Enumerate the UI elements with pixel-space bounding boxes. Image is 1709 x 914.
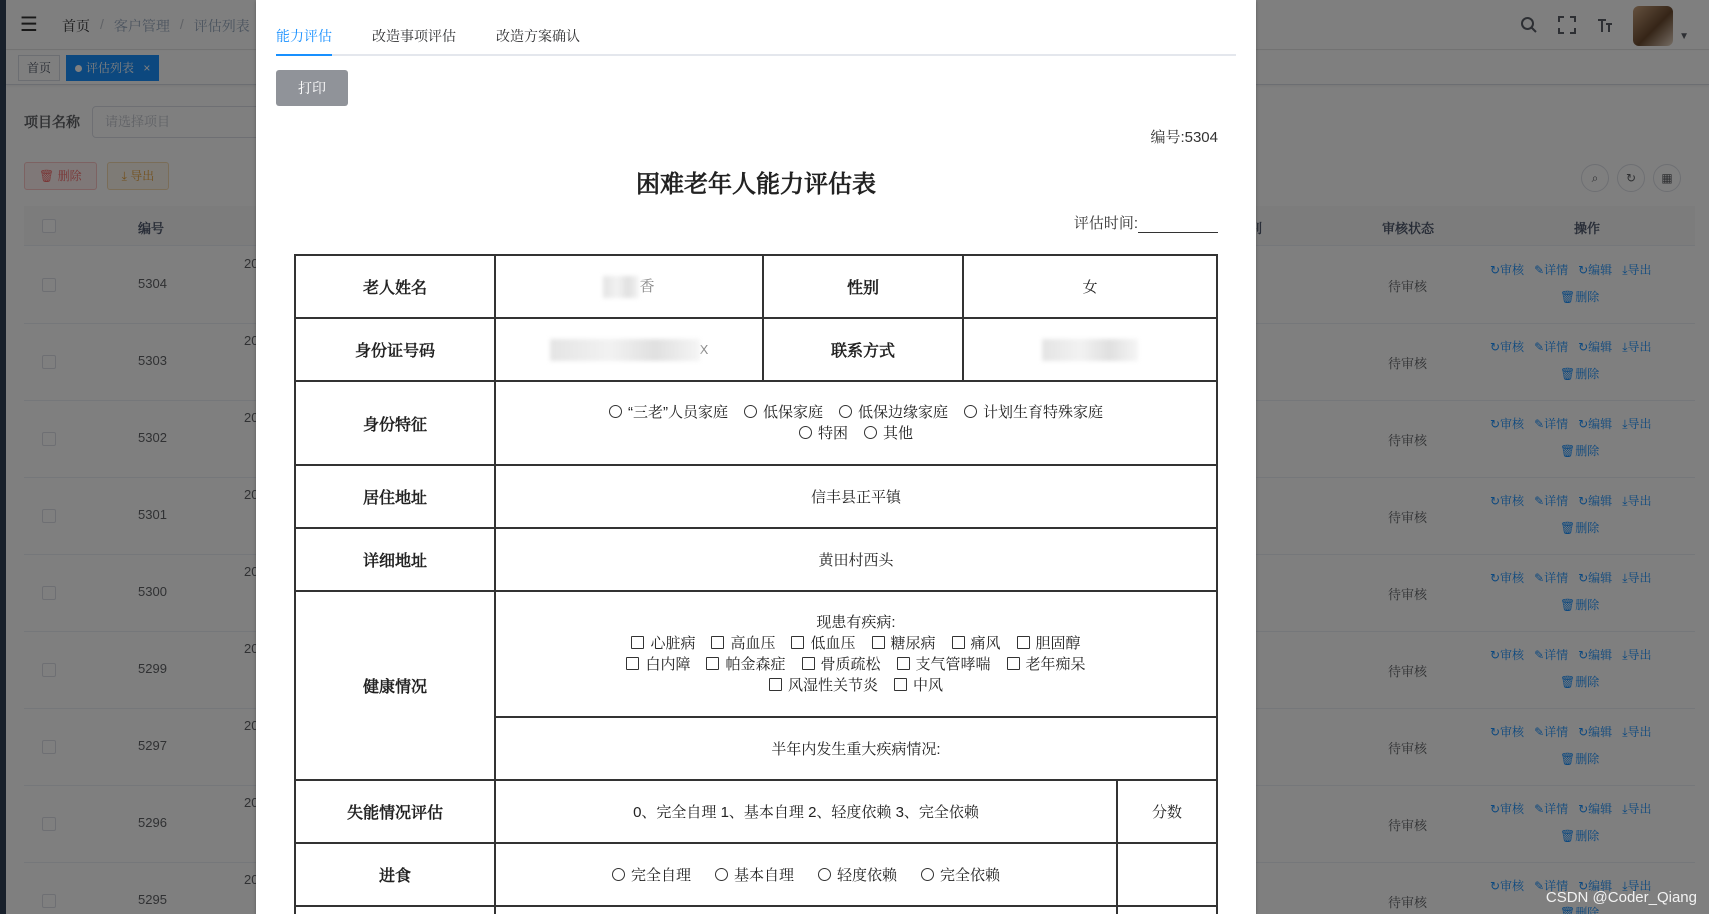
disability-label: 失能情况评估: [295, 780, 495, 843]
residence-label: 居住地址: [295, 465, 495, 528]
next-row-score: [1117, 906, 1217, 914]
eating-score[interactable]: [1117, 843, 1217, 906]
checkbox-icon[interactable]: [626, 657, 639, 670]
disease-option[interactable]: [894, 675, 943, 696]
eating-option-label: 完全依赖: [940, 867, 1001, 884]
identity-options: [495, 381, 1217, 465]
disability-scale: 0、完全自理 1、基本自理 2、轻度依赖 3、完全依赖: [495, 780, 1117, 843]
disease-option[interactable]: [631, 633, 695, 654]
radio-icon[interactable]: [744, 405, 757, 418]
disease-option[interactable]: [802, 654, 881, 675]
eating-option-label: 轻度依赖: [837, 867, 898, 884]
health-label: 健康情况: [295, 591, 495, 780]
radio-icon[interactable]: [964, 405, 977, 418]
form-number: 编号:5304: [1150, 129, 1218, 146]
disease-option[interactable]: [626, 654, 690, 675]
redacted-id: [550, 339, 700, 361]
checkbox-icon[interactable]: [1017, 636, 1030, 649]
disease-option-label: 痛风: [970, 635, 1001, 652]
identity-option-label: 低保家庭: [762, 404, 823, 421]
disease-option[interactable]: [711, 633, 775, 654]
form-title: 困难老年人能力评估表: [636, 171, 876, 198]
disease-option[interactable]: [791, 633, 855, 654]
disease-option-label: 帕金森症: [725, 656, 786, 673]
checkbox-icon[interactable]: [802, 657, 815, 670]
id-number-value: [495, 318, 763, 381]
residence-value: 信丰县正平镇: [495, 465, 1217, 528]
checkbox-icon[interactable]: [791, 636, 804, 649]
dialog-tabs: [276, 22, 1236, 56]
identity-option-label: 其他: [883, 425, 914, 442]
redacted-phone: [1042, 339, 1138, 361]
eating-option[interactable]: [612, 864, 691, 885]
disease-options-row: [496, 675, 1216, 696]
disease-option[interactable]: [1017, 633, 1081, 654]
identity-option-label: “三老”人员家庭: [627, 404, 728, 421]
detail-address-label: 详细地址: [295, 528, 495, 591]
eating-label: 进食: [295, 843, 495, 906]
identity-option[interactable]: [864, 423, 913, 444]
disease-option[interactable]: [872, 633, 936, 654]
name-tail: 香: [639, 277, 655, 295]
eating-option[interactable]: [818, 864, 897, 885]
disease-option[interactable]: [897, 654, 991, 675]
tab-ability-assessment[interactable]: 能力评估: [276, 28, 332, 44]
checkbox-icon[interactable]: [769, 678, 782, 691]
disease-option-label: 胆固醇: [1035, 635, 1081, 652]
radio-icon[interactable]: [839, 405, 852, 418]
tab-renovation-items[interactable]: 改造事项评估: [372, 28, 456, 44]
disease-option-label: 支气管哮喘: [915, 656, 991, 673]
disease-options-row: [496, 633, 1216, 654]
disease-option-label: 糖尿病: [890, 635, 936, 652]
eval-time: [1074, 212, 1218, 233]
identity-option[interactable]: [609, 402, 728, 423]
eating-options: [495, 843, 1117, 906]
disease-options-row: [496, 654, 1216, 675]
radio-icon[interactable]: [715, 868, 728, 881]
radio-icon[interactable]: [612, 868, 625, 881]
identity-label: 身份特征: [295, 381, 495, 465]
eating-option-label: 基本自理: [733, 867, 794, 884]
assessment-form: [294, 254, 1218, 914]
score-label: 分数: [1117, 780, 1217, 843]
gender-label: 性别: [763, 255, 963, 318]
checkbox-icon[interactable]: [894, 678, 907, 691]
assessment-dialog: [256, 0, 1256, 914]
disease-option-label: 骨质疏松: [820, 656, 881, 673]
eating-option[interactable]: [921, 864, 1000, 885]
disease-option-label: 风湿性关节炎: [787, 677, 878, 694]
tab-renovation-plan[interactable]: 改造方案确认: [496, 28, 580, 44]
name-value: [495, 255, 763, 318]
disease-option[interactable]: [1007, 654, 1086, 675]
eating-option-label: 完全自理: [630, 867, 691, 884]
disease-option-label: 老年痴呆: [1025, 656, 1086, 673]
radio-icon[interactable]: [864, 426, 877, 439]
radio-icon[interactable]: [609, 405, 622, 418]
next-row-options: [495, 906, 1117, 914]
gender-value: 女: [963, 255, 1217, 318]
identity-option[interactable]: [799, 423, 848, 444]
identity-options-row: [496, 402, 1216, 423]
major-disease-label: 半年内发生重大疾病情况:: [495, 717, 1217, 780]
disease-option-label: 中风: [913, 677, 944, 694]
checkbox-icon[interactable]: [631, 636, 644, 649]
disease-option[interactable]: [706, 654, 785, 675]
disease-option-label: 高血压: [730, 635, 776, 652]
eval-time-label: 评估时间:: [1073, 215, 1138, 232]
eating-option[interactable]: [715, 864, 794, 885]
identity-options-row: [496, 423, 1216, 444]
disease-option[interactable]: [769, 675, 878, 696]
checkbox-icon[interactable]: [872, 636, 885, 649]
detail-address-value: 黄田村西头: [495, 528, 1217, 591]
checkbox-icon[interactable]: [706, 657, 719, 670]
checkbox-icon[interactable]: [1007, 657, 1020, 670]
disease-option-label: 白内障: [645, 656, 691, 673]
disease-option[interactable]: [952, 633, 1001, 654]
id-number-label: 身份证号码: [295, 318, 495, 381]
name-label: 老人姓名: [295, 255, 495, 318]
checkbox-icon[interactable]: [952, 636, 965, 649]
print-button[interactable]: 打印: [276, 70, 348, 106]
radio-icon[interactable]: [818, 868, 831, 881]
watermark: CSDN @Coder_Qiang: [1545, 889, 1697, 906]
identity-option[interactable]: [839, 402, 948, 423]
eval-time-blank: [1138, 215, 1218, 233]
identity-option-label: 低保边缘家庭: [858, 404, 949, 421]
checkbox-icon[interactable]: [897, 657, 910, 670]
next-row-label: [295, 906, 495, 914]
identity-option[interactable]: [964, 402, 1103, 423]
contact-value: [963, 318, 1217, 381]
identity-option-label: 特困: [817, 425, 848, 442]
active-tab-indicator: [276, 54, 332, 56]
identity-option-label: 计划生育特殊家庭: [983, 404, 1104, 421]
current-disease-label: 现患有疾病:: [816, 614, 896, 631]
redacted-name: [603, 276, 639, 298]
checkbox-icon[interactable]: [711, 636, 724, 649]
disease-option-label: 低血压: [810, 635, 856, 652]
identity-option[interactable]: [744, 402, 823, 423]
current-diseases: [495, 591, 1217, 717]
id-tail: X: [699, 341, 709, 357]
radio-icon[interactable]: [921, 868, 934, 881]
radio-icon[interactable]: [799, 426, 812, 439]
contact-label: 联系方式: [763, 318, 963, 381]
disease-option-label: 心脏病: [650, 635, 696, 652]
